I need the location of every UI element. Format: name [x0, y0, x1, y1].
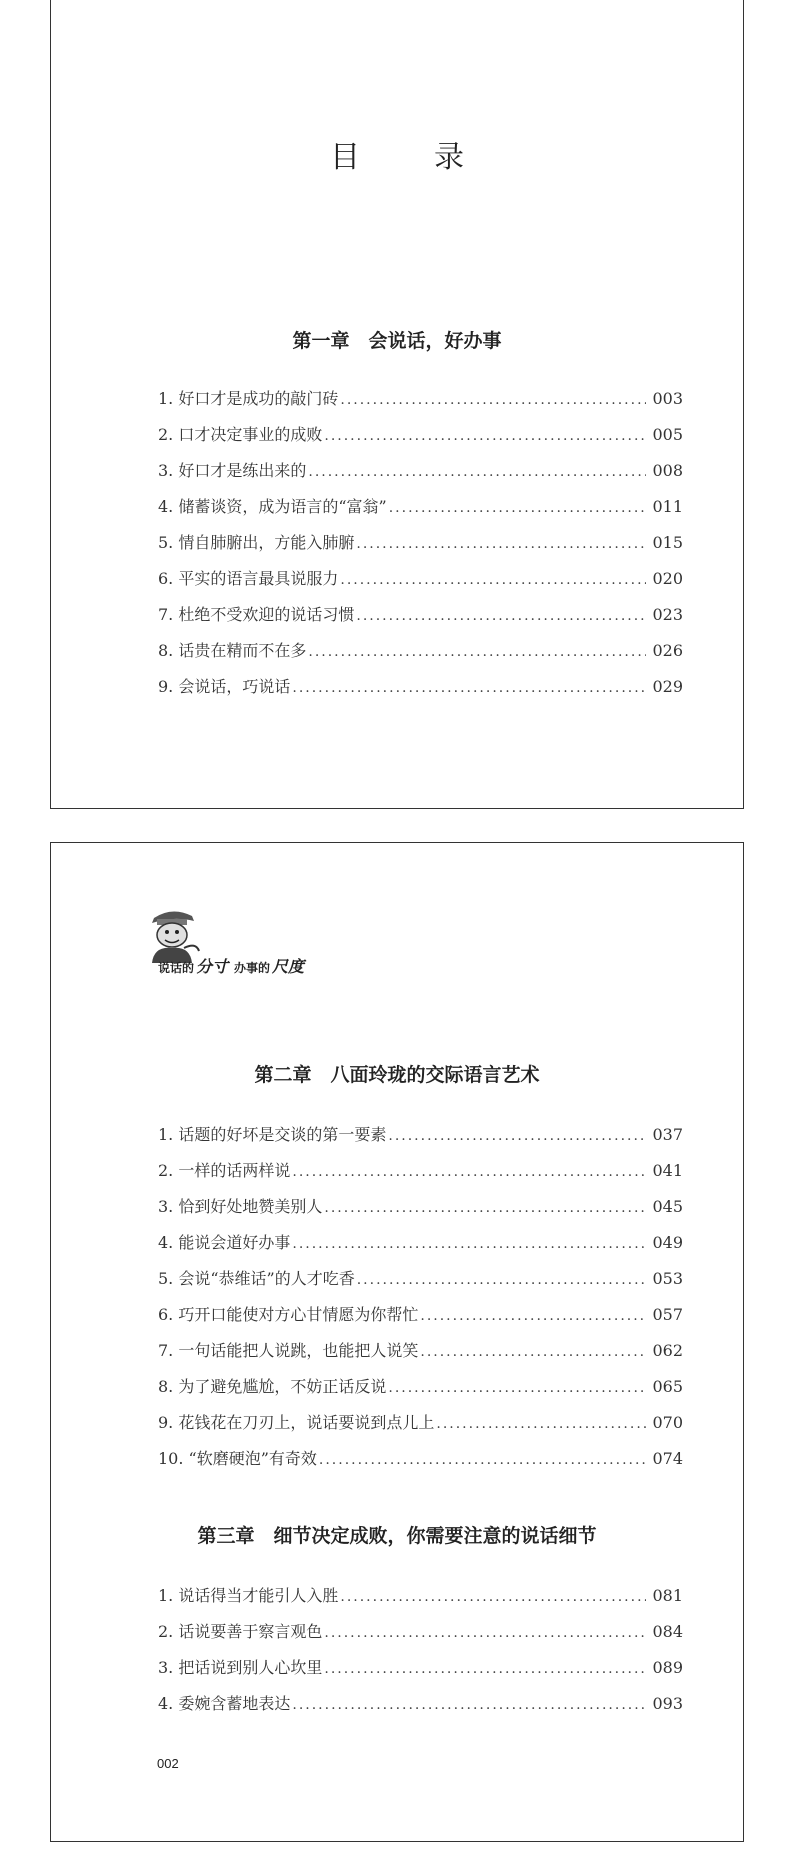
entry-title: 会说“恭维话”的人才吃香	[178, 1269, 355, 1288]
entry-page-number: 057	[652, 1305, 683, 1324]
entry-page-number: 074	[652, 1449, 683, 1468]
toc-entry[interactable]	[158, 1338, 683, 1374]
logo-text-part-1: 说话的	[158, 961, 195, 975]
entry-page-number: 065	[652, 1377, 683, 1396]
dot-leader	[388, 1380, 646, 1396]
dot-leader	[389, 500, 647, 516]
entry-number: 5.	[158, 533, 179, 552]
entry-title: 储蓄谈资，成为语言的“富翁”	[178, 497, 387, 516]
entry-title: 好口才是成功的敲门砖	[178, 389, 339, 408]
entry-number: 3.	[158, 1658, 179, 1677]
entry-number: 8.	[158, 641, 179, 660]
entry-number: 4.	[158, 497, 179, 516]
dot-leader	[292, 1164, 646, 1180]
entry-number: 9.	[158, 677, 179, 696]
toc-entry[interactable]	[158, 1302, 683, 1338]
entry-number: 3.	[158, 461, 179, 480]
dot-leader	[436, 1416, 646, 1432]
entry-title: 口才决定事业的成败	[178, 425, 323, 444]
toc-entry[interactable]	[158, 1230, 683, 1266]
toc-title: 目 录	[330, 140, 486, 175]
dot-leader	[292, 1697, 646, 1713]
toc-entry[interactable]	[158, 1446, 683, 1482]
entry-title: 把话说到别人心坎里	[178, 1658, 323, 1677]
entry-title: 说话得当才能引人入胜	[178, 1586, 339, 1605]
entry-number: 9.	[158, 1413, 179, 1432]
entry-title: 为了避免尴尬，不妨正话反说	[178, 1377, 387, 1396]
entry-title: 话题的好坏是交谈的第一要素	[178, 1125, 387, 1144]
dot-leader	[324, 428, 646, 444]
entry-page-number: 084	[652, 1622, 683, 1641]
toc-entry[interactable]	[158, 638, 683, 674]
logo-text-part-3: 办事的	[234, 961, 271, 975]
entry-title: 平实的语言最具说服力	[178, 569, 339, 588]
entry-page-number: 045	[652, 1197, 683, 1216]
chapter-3-toc-list	[158, 1583, 683, 1727]
entry-title: 巧开口能使对方心甘情愿为你帮忙	[178, 1305, 419, 1324]
entry-number: 10.	[158, 1449, 189, 1468]
chapter-1-heading: 第一章 会说话，好办事	[292, 330, 502, 352]
dot-leader	[340, 392, 646, 408]
entry-title: 花钱花在刀刃上，说话要说到点儿上	[178, 1413, 435, 1432]
dot-leader	[388, 1128, 646, 1144]
toc-entry[interactable]	[158, 1619, 683, 1655]
entry-number: 7.	[158, 605, 179, 624]
toc-entry[interactable]	[158, 1583, 683, 1619]
entry-number: 5.	[158, 1269, 179, 1288]
entry-page-number: 089	[652, 1658, 683, 1677]
toc-page-2	[50, 842, 744, 1842]
entry-title: “软磨硬泡”有奇效	[188, 1449, 317, 1468]
toc-entry[interactable]	[158, 494, 683, 530]
entry-number: 4.	[158, 1233, 179, 1252]
dot-leader	[356, 608, 646, 624]
toc-entry[interactable]	[158, 1122, 683, 1158]
entry-page-number: 037	[652, 1125, 683, 1144]
dot-leader	[324, 1661, 646, 1677]
entry-title: 杜绝不受欢迎的说话习惯	[178, 605, 355, 624]
entry-number: 2.	[158, 425, 179, 444]
entry-number: 2.	[158, 1622, 179, 1641]
dot-leader	[340, 572, 646, 588]
entry-page-number: 062	[652, 1341, 683, 1360]
entry-page-number: 053	[652, 1269, 683, 1288]
entry-page-number: 011	[652, 497, 683, 516]
logo-text	[158, 954, 310, 977]
entry-title: 一句话能把人说跳，也能把人说笑	[178, 1341, 419, 1360]
dot-leader	[340, 1589, 646, 1605]
dot-leader	[319, 1452, 647, 1468]
entry-page-number: 026	[652, 641, 683, 660]
toc-entry[interactable]	[158, 674, 683, 710]
entry-number: 1.	[158, 1125, 179, 1144]
entry-number: 1.	[158, 1586, 179, 1605]
logo-text-part-2: 分寸	[196, 957, 229, 976]
toc-entry[interactable]	[158, 1194, 683, 1230]
entry-title: 话贵在精而不在多	[178, 641, 307, 660]
entry-page-number: 015	[652, 533, 683, 552]
chapter-2-toc-list	[158, 1122, 683, 1482]
chapter-1-toc-list	[158, 386, 683, 710]
dot-leader	[308, 464, 646, 480]
entry-page-number: 049	[652, 1233, 683, 1252]
entry-title: 好口才是练出来的	[178, 461, 307, 480]
entry-title: 会说话，巧说话	[178, 677, 291, 696]
entry-page-number: 005	[652, 425, 683, 444]
dot-leader	[292, 680, 646, 696]
entry-page-number: 070	[652, 1413, 683, 1432]
logo-text-part-4: 尺度	[272, 957, 305, 976]
entry-number: 6.	[158, 1305, 179, 1324]
entry-number: 1.	[158, 389, 179, 408]
toc-entry[interactable]	[158, 422, 683, 458]
toc-entry[interactable]	[158, 458, 683, 494]
toc-entry[interactable]	[158, 602, 683, 638]
toc-page-1	[50, 0, 744, 809]
entry-title: 一样的话两样说	[178, 1161, 291, 1180]
entry-number: 2.	[158, 1161, 179, 1180]
entry-page-number: 081	[652, 1586, 683, 1605]
dot-leader	[324, 1625, 646, 1641]
entry-page-number: 020	[652, 569, 683, 588]
page-number: 002	[157, 1756, 179, 1771]
entry-number: 7.	[158, 1341, 179, 1360]
entry-page-number: 023	[652, 605, 683, 624]
entry-page-number: 093	[652, 1694, 683, 1713]
dot-leader	[308, 644, 646, 660]
entry-title: 话说要善于察言观色	[178, 1622, 323, 1641]
dot-leader	[356, 536, 646, 552]
entry-number: 8.	[158, 1377, 179, 1396]
entry-page-number: 003	[652, 389, 683, 408]
chapter-2-heading: 第二章 八面玲珑的交际语言艺术	[254, 1064, 540, 1086]
entry-page-number: 041	[652, 1161, 683, 1180]
entry-page-number: 029	[652, 677, 683, 696]
toc-entry[interactable]	[158, 1410, 683, 1446]
toc-entry[interactable]	[158, 1691, 683, 1727]
entry-number: 6.	[158, 569, 179, 588]
entry-title: 委婉含蓄地表达	[178, 1694, 291, 1713]
toc-entry[interactable]	[158, 1374, 683, 1410]
toc-entry[interactable]	[158, 1266, 683, 1302]
toc-entry[interactable]	[158, 386, 683, 422]
entry-page-number: 008	[652, 461, 683, 480]
toc-entry[interactable]	[158, 1655, 683, 1691]
entry-title: 恰到好处地赞美别人	[178, 1197, 323, 1216]
dot-leader	[324, 1200, 646, 1216]
dot-leader	[292, 1236, 646, 1252]
entry-number: 4.	[158, 1694, 179, 1713]
dot-leader	[420, 1308, 646, 1324]
chapter-3-heading: 第三章 细节决定成败，你需要注意的说话细节	[197, 1525, 597, 1547]
book-logo	[144, 904, 384, 979]
dot-leader	[357, 1272, 647, 1288]
entry-title: 情自肺腑出，方能入肺腑	[178, 533, 355, 552]
dot-leader	[420, 1344, 646, 1360]
entry-number: 3.	[158, 1197, 179, 1216]
toc-entry[interactable]	[158, 530, 683, 566]
toc-entry[interactable]	[158, 566, 683, 602]
toc-entry[interactable]	[158, 1158, 683, 1194]
entry-title: 能说会道好办事	[178, 1233, 291, 1252]
